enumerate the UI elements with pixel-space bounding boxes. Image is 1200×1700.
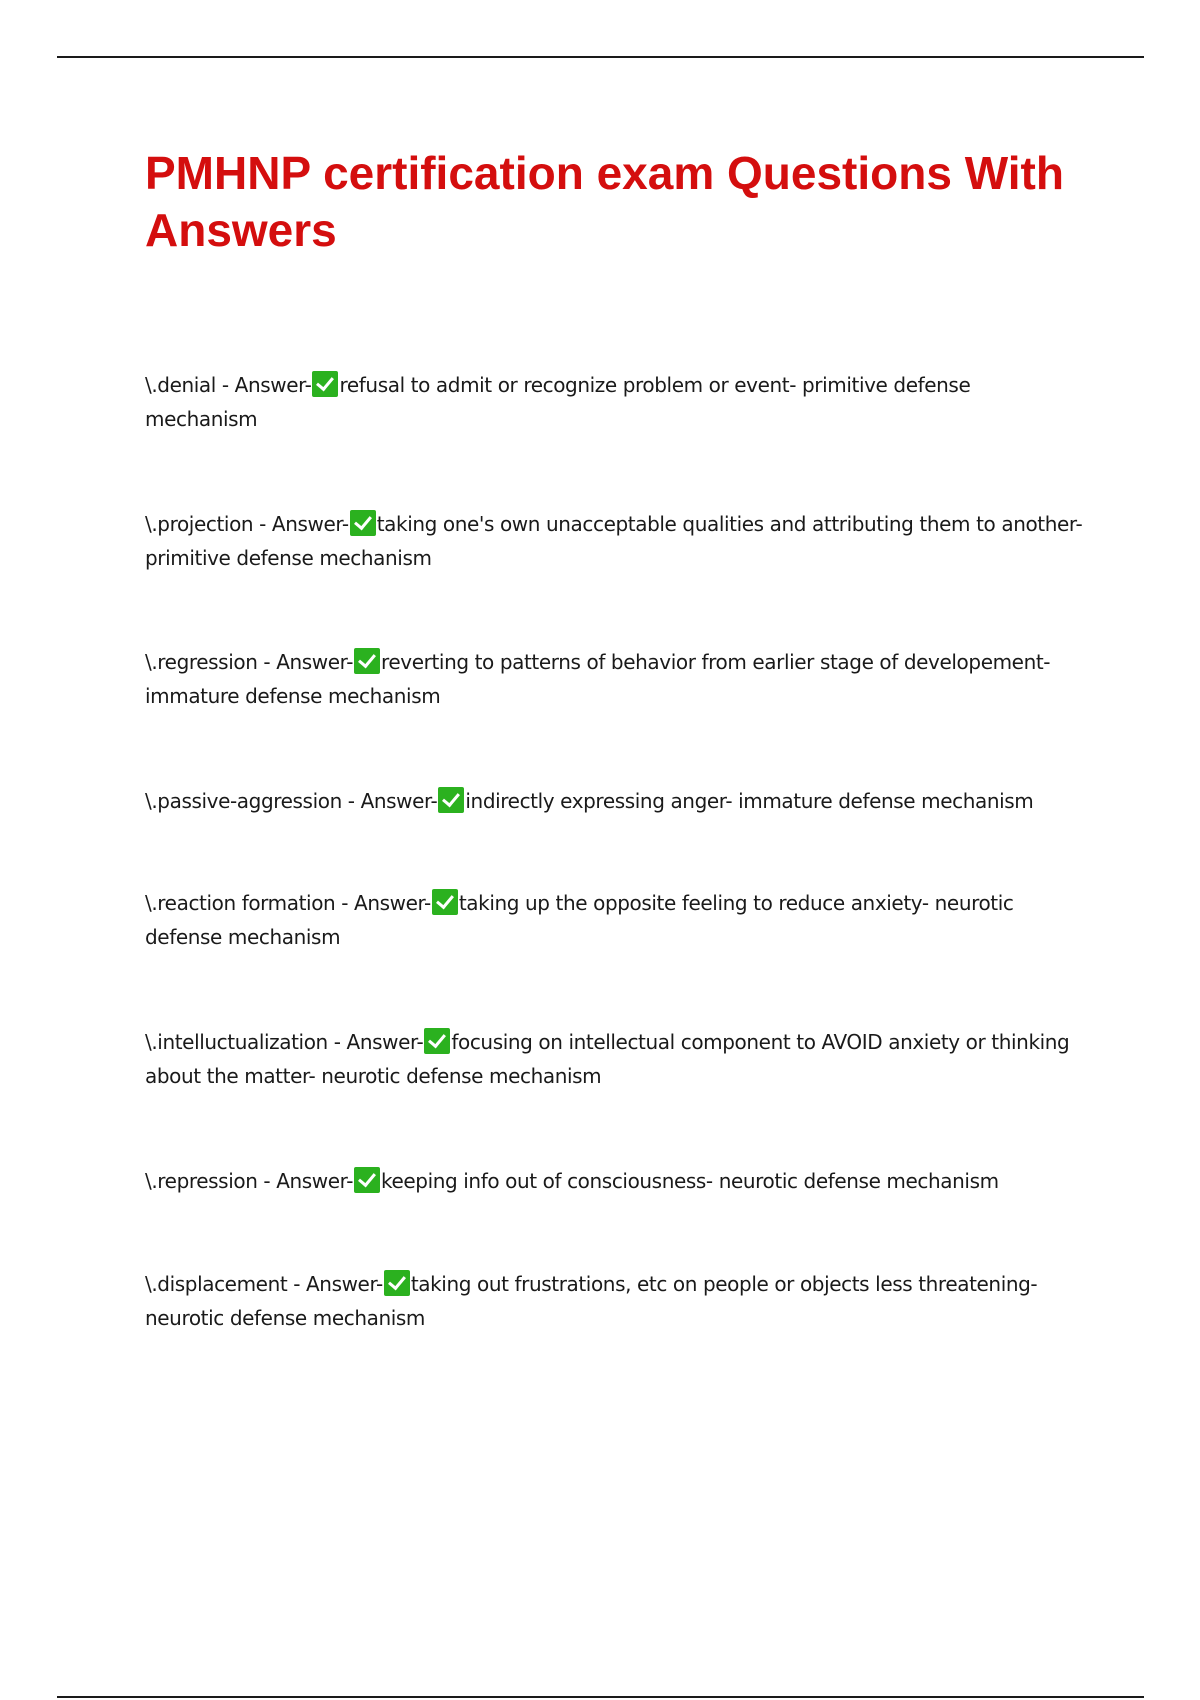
qa-item-passive-aggression [145, 784, 1085, 818]
qa-answer: keeping info out of consciousness- neurotic defense mechanism [381, 1169, 999, 1193]
check-mark-icon [438, 787, 464, 813]
check-mark-icon [424, 1028, 450, 1054]
qa-answer: indirectly expressing anger- immature defense mechanism [465, 789, 1034, 813]
qa-answer: taking one's own unacceptable qualities and attributing them to another- primitive defense mechanism [145, 512, 1083, 570]
top-rule [57, 56, 1144, 58]
qa-answer: reverting to patterns of behavior from earlier stage of developement- immature defense mechanism [145, 650, 1051, 708]
qa-term: \.reaction formation - Answer- [145, 891, 431, 915]
qa-term: \.repression - Answer- [145, 1169, 354, 1193]
qa-answer: refusal to admit or recognize problem or event- primitive defense mechanism [145, 373, 971, 431]
qa-item-displacement [145, 1267, 1085, 1335]
qa-term: \.regression - Answer- [145, 650, 354, 674]
check-mark-icon [384, 1270, 410, 1296]
check-mark-icon [354, 1167, 380, 1193]
qa-term: \.denial - Answer- [145, 373, 312, 397]
qa-answer: taking out frustrations, etc on people or objects less threatening- neurotic defense mechanism [145, 1272, 1038, 1330]
qa-answer: taking up the opposite feeling to reduce anxiety- neurotic defense mechanism [145, 891, 1014, 949]
bottom-rule [57, 1696, 1144, 1698]
qa-answer: focusing on intellectual component to AVOID anxiety or thinking about the matter- neurotic defense mechanism [145, 1030, 1070, 1088]
qa-item-denial [145, 368, 1085, 436]
check-mark-icon [354, 648, 380, 674]
check-mark-icon [312, 371, 338, 397]
qa-item-projection [145, 507, 1085, 575]
document-title: PMHNP certification exam Questions With Answers [145, 147, 1064, 256]
qa-term: \.intelluctualization - Answer- [145, 1030, 424, 1054]
qa-item-regression [145, 645, 1085, 713]
qa-term: \.projection - Answer- [145, 512, 349, 536]
qa-item-reaction-formation [145, 886, 1085, 954]
check-mark-icon [432, 889, 458, 915]
qa-item-intellectualization [145, 1025, 1085, 1093]
check-mark-icon [350, 510, 376, 536]
qa-term: \.displacement - Answer- [145, 1272, 383, 1296]
qa-item-repression [145, 1164, 1085, 1198]
qa-term: \.passive-aggression - Answer- [145, 789, 438, 813]
